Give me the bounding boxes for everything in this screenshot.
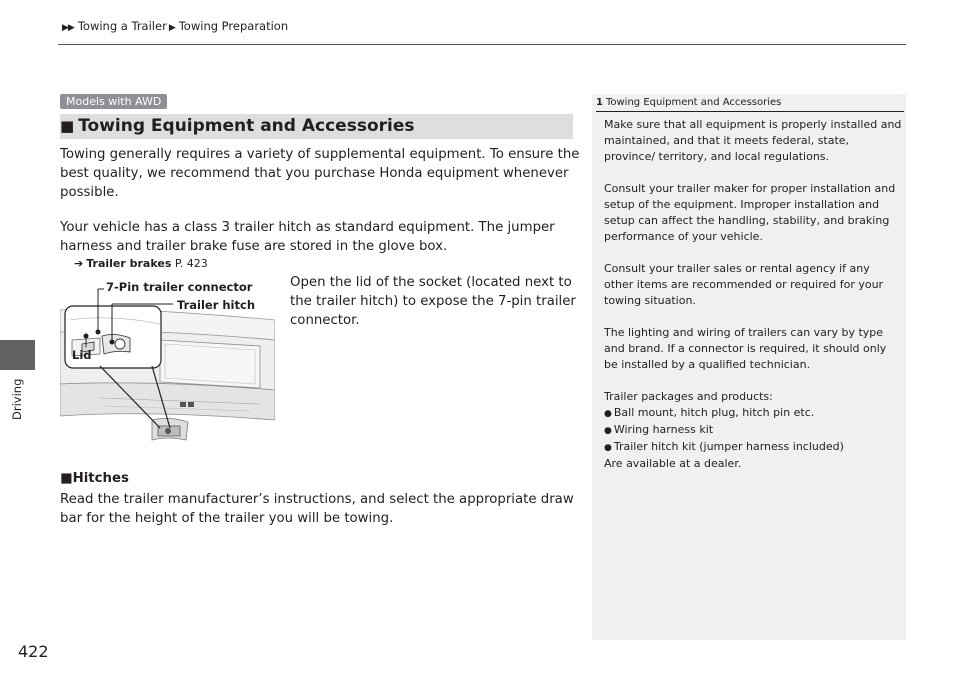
hitches-heading-text: Hitches bbox=[72, 471, 129, 486]
sidebar-paragraph: Consult your trailer maker for proper installation and setup of the equipment. Improper installation and setup can affect the handling, stability, and braking performance of your vehicle. bbox=[604, 182, 896, 243]
list-item: ● Wiring harness kit bbox=[604, 422, 902, 439]
breadcrumb bbox=[62, 19, 288, 33]
hitch-paragraph: Your vehicle has a class 3 trailer hitch as standard equipment. The jumper harness and trailer brake fuse are stored in the glove box. bbox=[60, 220, 555, 254]
trailer-hitch-illustration bbox=[60, 280, 275, 452]
xref-arrow-icon: ➔ bbox=[74, 257, 84, 270]
chapter-tab-marker bbox=[0, 340, 35, 370]
sidebar-paragraph: Make sure that all equipment is properly installed and maintained, and that it meets federal, state, province/ territory, and local regulations. bbox=[604, 118, 902, 163]
list-item: ● Ball mount, hitch plug, hitch pin etc. bbox=[604, 405, 902, 422]
xref-label[interactable]: Trailer brakes bbox=[86, 257, 172, 270]
sidebar-products-intro: Trailer packages and products: bbox=[604, 390, 773, 403]
section-title-text: Towing Equipment and Accessories bbox=[78, 116, 415, 136]
sidebar-products-outro: Are available at a dealer. bbox=[604, 457, 742, 470]
note-marker-icon: 1 bbox=[596, 97, 603, 108]
list-item: ● Trailer hitch kit (jumper harness included) bbox=[604, 439, 902, 456]
sidebar-paragraph: Consult your trailer sales or rental agency if any other items are recommended or required for your towing situation. bbox=[604, 262, 884, 307]
sidebar-body bbox=[604, 117, 902, 472]
page-number: 422 bbox=[18, 642, 49, 661]
intro-paragraph: Towing generally requires a variety of supplemental equipment. To ensure the best quality, we recommend that you purchase Honda equipment whenever possible. bbox=[60, 147, 580, 200]
chapter-tab-text: Driving bbox=[10, 378, 24, 420]
section-title bbox=[60, 116, 414, 136]
trailer-brakes-xref[interactable] bbox=[74, 257, 208, 270]
breadcrumb-item-towing-preparation[interactable]: Towing Preparation bbox=[178, 19, 289, 33]
sidebar-products-list bbox=[604, 405, 902, 456]
callout-trailer-hitch: Trailer hitch bbox=[177, 298, 256, 312]
sidebar-heading bbox=[596, 97, 781, 108]
xref-page[interactable]: P. 423 bbox=[174, 257, 208, 270]
triangle-icon: ▶ bbox=[168, 23, 176, 33]
hitches-heading bbox=[60, 471, 129, 486]
hitches-paragraph: Read the trailer manufacturer’s instructions, and select the appropriate draw bar for the height of the trailer you will be towing. bbox=[60, 492, 574, 526]
sidebar-heading-rule bbox=[596, 111, 904, 112]
square-bullet-icon: ■ bbox=[60, 117, 75, 135]
callout-7pin-connector: 7-Pin trailer connector bbox=[106, 280, 253, 294]
header-divider bbox=[58, 44, 906, 45]
sidebar-heading-text: Towing Equipment and Accessories bbox=[605, 97, 782, 108]
double-triangle-icon: ▶▶ bbox=[62, 23, 74, 33]
models-badge: Models with AWD bbox=[60, 94, 167, 109]
chapter-tab-label bbox=[8, 370, 28, 430]
breadcrumb-item-towing-trailer[interactable]: Towing a Trailer bbox=[77, 19, 167, 33]
callout-lid: Lid bbox=[72, 348, 92, 362]
square-bullet-icon: ■ bbox=[60, 471, 73, 486]
socket-paragraph: Open the lid of the socket (located next to the trailer hitch) to expose the 7-pin trailer connector. bbox=[290, 275, 576, 328]
sidebar-paragraph: The lighting and wiring of trailers can vary by type and brand. If a connector is required, it should only be installed by a qualified technician. bbox=[604, 326, 887, 371]
